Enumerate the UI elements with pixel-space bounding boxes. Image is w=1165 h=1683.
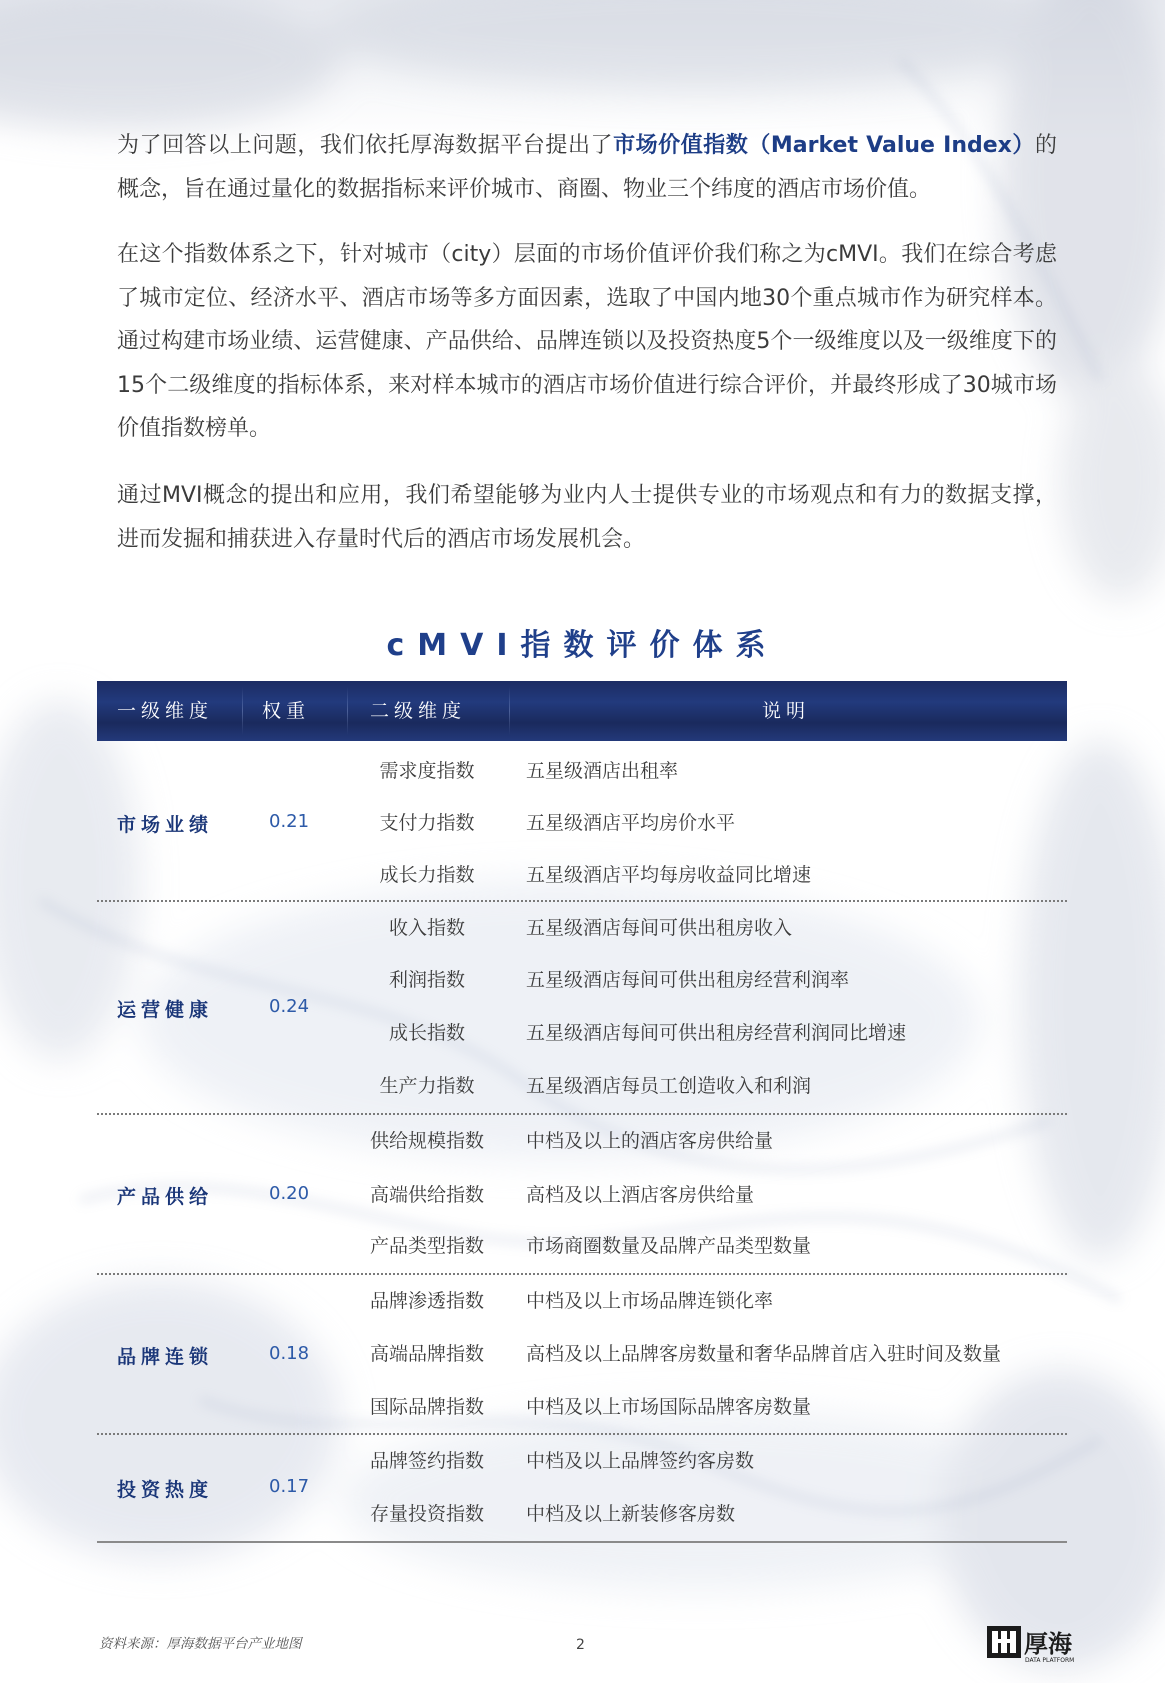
row-description: 中档及以上品牌签约客房数 xyxy=(526,1450,755,1472)
table-title: cMVI指数评价体系 xyxy=(386,628,779,663)
intro-paragraph-2: 在这个指数体系之下，针对城市（city）层面的市场价值评价我们称之为cMVI。我们在综合考虑了城市定位、经济水平、酒店市场等多方面因素，选取了中国内地30个重点城市作为研究样本。通过构建市场业绩、运营健康、产品供给、品牌连锁以及投资热度5个一级维度以及一级维度下的15个二级维度的指标体系，来对样本城市的酒店市场价值进行综合评价，并最终形成了30城市场价值指数榜单。 xyxy=(117,242,1057,441)
table-group-market-performance xyxy=(97,745,1067,902)
secondary-dimension: 生产力指数 xyxy=(379,1075,475,1097)
source-note: 资料来源：厚海数据平台产业地图 xyxy=(99,1636,302,1652)
intro-p1-before: 为了回答以上问题，我们依托厚海数据平台提出了 xyxy=(117,133,614,158)
weight-value: 0.17 xyxy=(269,1476,310,1497)
primary-dimension: 品牌连锁 xyxy=(117,1346,214,1368)
secondary-dimension: 存量投资指数 xyxy=(369,1503,484,1525)
table-row xyxy=(97,745,1067,798)
header-weight: 权重 xyxy=(262,700,311,722)
secondary-dimension: 品牌签约指数 xyxy=(369,1450,484,1472)
secondary-dimension: 高端品牌指数 xyxy=(369,1343,484,1365)
secondary-dimension: 支付力指数 xyxy=(379,812,475,834)
row-description: 五星级酒店出租率 xyxy=(526,760,679,782)
weight-value: 0.24 xyxy=(269,996,310,1017)
row-description: 中档及以上新装修客房数 xyxy=(526,1503,736,1525)
table-row xyxy=(97,1381,1067,1434)
row-description: 五星级酒店每员工创造收入和利润 xyxy=(526,1075,812,1097)
header-divider xyxy=(242,687,243,735)
table-group-investment-heat xyxy=(97,1435,1067,1543)
row-description: 中档及以上的酒店客房供给量 xyxy=(526,1130,774,1152)
header-divider xyxy=(347,687,348,735)
primary-dimension: 产品供给 xyxy=(117,1186,214,1208)
secondary-dimension: 产品类型指数 xyxy=(369,1235,484,1257)
row-description: 五星级酒店每间可供出租房经营利润率 xyxy=(526,969,850,991)
intro-paragraph-1 xyxy=(117,124,1057,211)
houhai-logo xyxy=(985,1622,1095,1664)
table-header xyxy=(97,681,1067,741)
secondary-dimension: 品牌渗透指数 xyxy=(369,1290,484,1312)
primary-dimension: 运营健康 xyxy=(117,999,214,1021)
row-description: 五星级酒店每间可供出租房经营利润同比增速 xyxy=(526,1022,907,1044)
row-description: 中档及以上市场品牌连锁化率 xyxy=(526,1290,774,1312)
table-row xyxy=(97,1169,1067,1222)
table-row xyxy=(97,797,1067,850)
secondary-dimension: 高端供给指数 xyxy=(369,1184,484,1206)
intro-p1-after: 的概念，旨在通过量化的数据指标来评价城市、商圈、物业三个纬度的酒店市场价值。 xyxy=(117,133,1057,202)
secondary-dimension: 利润指数 xyxy=(388,969,465,991)
secondary-dimension: 收入指数 xyxy=(388,917,465,939)
header-divider xyxy=(509,687,510,735)
secondary-dimension: 供给规模指数 xyxy=(369,1130,484,1152)
table-row xyxy=(97,849,1067,902)
row-description: 高档及以上品牌客房数量和奢华品牌首店入驻时间及数量 xyxy=(526,1343,1002,1365)
mvi-highlight: 市场价值指数（Market Value Index） xyxy=(613,133,1035,158)
page-number: 2 xyxy=(576,1637,585,1653)
secondary-dimension: 成长指数 xyxy=(388,1022,465,1044)
header-secondary-dimension: 二级维度 xyxy=(370,700,467,722)
secondary-dimension: 需求度指数 xyxy=(379,760,475,782)
table-row xyxy=(97,1488,1067,1541)
table-group-brand-chain xyxy=(97,1275,1067,1435)
weight-value: 0.21 xyxy=(269,811,310,832)
row-description: 中档及以上市场国际品牌客房数量 xyxy=(526,1396,812,1418)
table-row xyxy=(97,1220,1067,1273)
logo-text: 厚海 xyxy=(1024,1630,1072,1658)
table-row xyxy=(97,1115,1067,1168)
row-description: 五星级酒店平均每房收益同比增速 xyxy=(526,864,812,886)
header-primary-dimension: 一级维度 xyxy=(117,700,214,722)
primary-dimension: 市场业绩 xyxy=(117,814,214,836)
logo-subtext: DATA PLATFORM xyxy=(1025,1657,1075,1664)
table-row xyxy=(97,1435,1067,1488)
logo-mark-icon xyxy=(987,1626,1021,1658)
secondary-dimension: 国际品牌指数 xyxy=(369,1396,484,1418)
weight-value: 0.18 xyxy=(269,1343,310,1364)
table-row xyxy=(97,1060,1067,1113)
weight-value: 0.20 xyxy=(269,1183,310,1204)
header-description: 说明 xyxy=(762,700,811,722)
row-description: 高档及以上酒店客房供给量 xyxy=(526,1184,755,1206)
table-row xyxy=(97,1275,1067,1328)
table-group-operational-health xyxy=(97,902,1067,1115)
primary-dimension: 投资热度 xyxy=(117,1479,214,1501)
table-row xyxy=(97,1328,1067,1381)
row-description: 五星级酒店每间可供出租房收入 xyxy=(526,917,793,939)
intro-paragraph-3: 通过MVI概念的提出和应用，我们希望能够为业内人士提供专业的市场观点和有力的数据支撑，进而发掘和捕获进入存量时代后的酒店市场发展机会。 xyxy=(117,483,1057,552)
table-group-product-supply xyxy=(97,1115,1067,1275)
table-row xyxy=(97,1007,1067,1060)
row-description: 五星级酒店平均房价水平 xyxy=(526,812,736,834)
table-row xyxy=(97,902,1067,955)
row-description: 市场商圈数量及品牌产品类型数量 xyxy=(526,1235,812,1257)
secondary-dimension: 成长力指数 xyxy=(379,864,475,886)
table-row xyxy=(97,954,1067,1007)
